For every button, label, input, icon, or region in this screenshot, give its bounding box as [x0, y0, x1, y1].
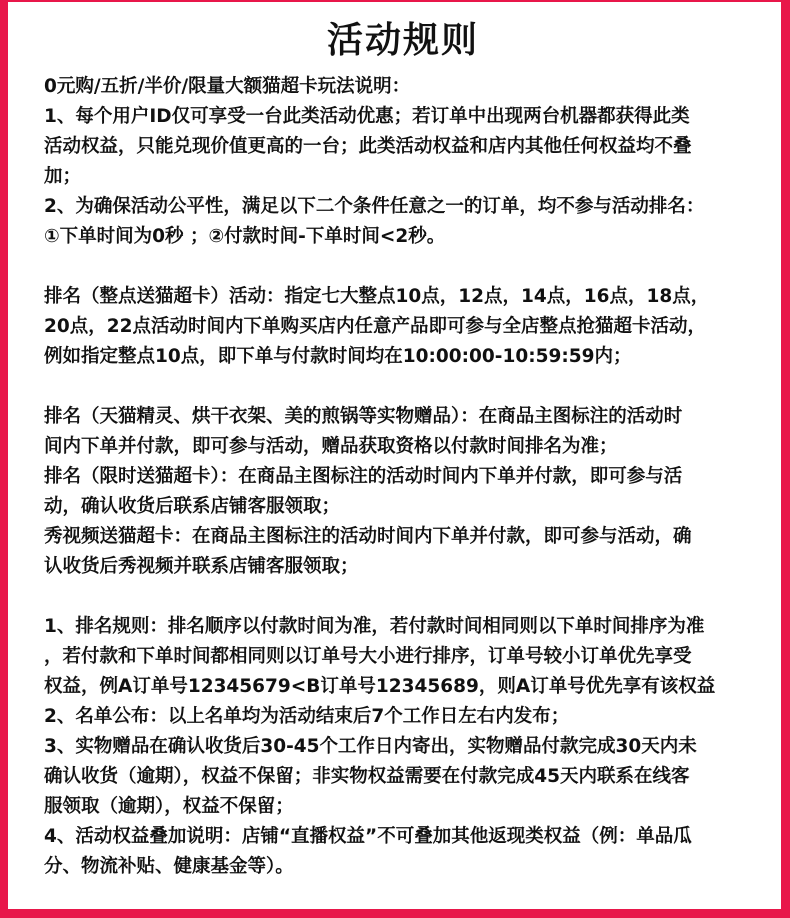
rule-line: 3、实物赠品在确认收货后30-45个工作日内寄出，实物赠品付款完成30天内未 [44, 736, 697, 757]
rule-line: 排名（整点送猫超卡）活动：指定七大整点10点，12点，14点，16点，18点， [44, 286, 710, 307]
rule-line: 4、活动权益叠加说明：店铺“直播权益”不可叠加其他返现类权益（例：单品瓜 [44, 826, 692, 847]
section-spacer [44, 582, 774, 612]
rule-line: 2、名单公布：以上名单均为活动结束后7个工作日左右内发布； [44, 706, 570, 727]
rule-line: ，若付款和下单时间都相同则以订单号大小进行排序，订单号较小订单优先享受 [44, 646, 692, 667]
rule-line: 加； [44, 166, 82, 187]
rules-section-terms [44, 612, 774, 882]
rule-line: 1、排名规则：排名顺序以付款时间为准，若付款时间相同则以下单时间排序为准 [44, 616, 705, 637]
rule-line: 权益，例A订单号12345679<B订单号12345689，则A订单号优先享有该权益 [44, 676, 716, 697]
rule-line: 认收货后秀视频并联系店铺客服领取； [44, 556, 359, 577]
rules-section-gifts [44, 402, 774, 582]
rule-line: 分、物流补贴、健康基金等）。 [44, 856, 294, 877]
section-spacer [44, 372, 774, 402]
rule-line: 确认收货（逾期），权益不保留；非实物权益需要在付款完成45天内联系在线客 [44, 766, 690, 787]
rule-line: 0元购/五折/半价/限量大额猫超卡玩法说明： [44, 76, 411, 97]
rule-line: 秀视频送猫超卡：在商品主图标注的活动时间内下单并付款，即可参与活动，确 [44, 526, 692, 547]
rules-section-hourly [44, 282, 774, 372]
rule-line: 20点，22点活动时间内下单购买店内任意产品即可参与全店整点抢猫超卡活动， [44, 316, 706, 337]
rules-section-intro [44, 72, 774, 252]
rules-body [44, 72, 774, 882]
rule-line: 2、为确保活动公平性，满足以下二个条件任意之一的订单，均不参与活动排名： [44, 196, 705, 217]
rule-line: 活动权益，只能兑现价值更高的一台；此类活动权益和店内其他任何权益均不叠 [44, 136, 692, 157]
rule-line: 排名（限时送猫超卡）：在商品主图标注的活动时间内下单并付款，即可参与活 [44, 466, 683, 487]
rule-line: 服领取（逾期），权益不保留； [44, 796, 294, 817]
rule-line: ①下单时间为0秒 ；②付款时间-下单时间<2秒。 [44, 226, 446, 247]
rule-line: 排名（天猫精灵、烘干衣架、美的煎锅等实物赠品）：在商品主图标注的活动时 [44, 406, 683, 427]
section-spacer [44, 252, 774, 282]
rule-line: 动，确认收货后联系店铺客服领取； [44, 496, 341, 517]
rule-line: 1、每个用户ID仅可享受一台此类活动优惠；若订单中出现两台机器都获得此类 [44, 106, 690, 127]
rule-line: 例如指定整点10点，即下单与付款时间均在10:00:00-10:59:59内； [44, 346, 632, 367]
page-title: 活动规则 [326, 20, 479, 61]
rule-line: 间内下单并付款，即可参与活动，赠品获取资格以付款时间排名为准； [44, 436, 618, 457]
